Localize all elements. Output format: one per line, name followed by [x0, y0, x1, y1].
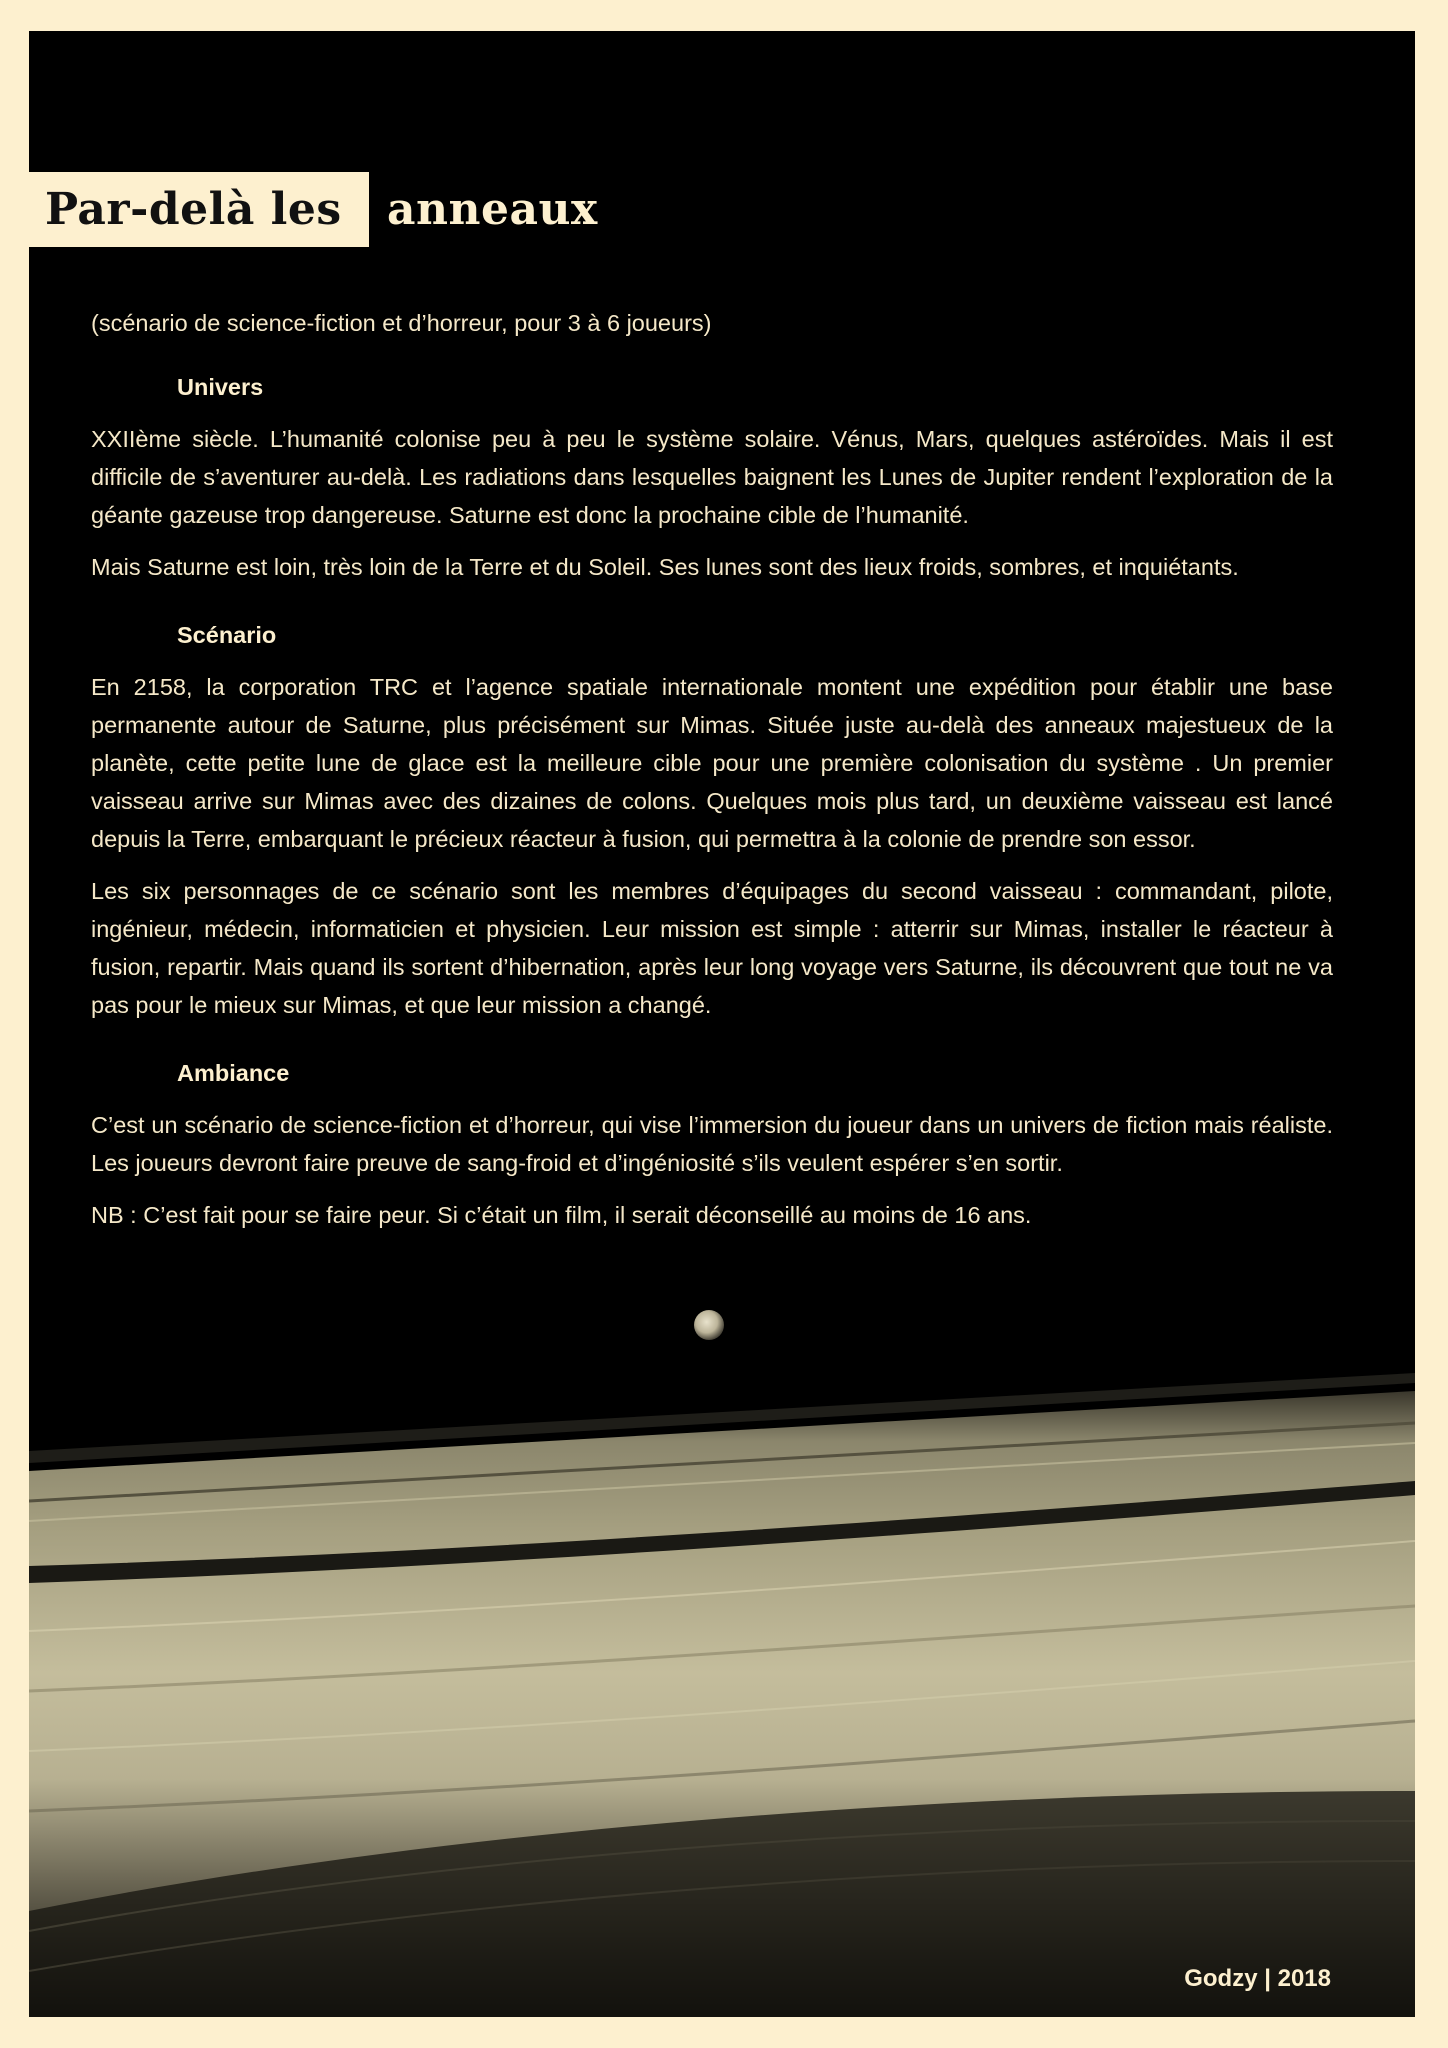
subtitle: (scénario de science-fiction et d’horreur, pour 3 à 6 joueurs): [91, 310, 712, 336]
title-part-1: Par-delà les: [29, 172, 369, 247]
paragraph: Les six personnages de ce scénario sont les membres d’équipages du second vaisseau : commandant, pilote, ingénieur, médecin, informaticien et physicien. Leur mission est simple : atterrir sur Mimas, installer le réacteur à fusion, repartir. Mais quand ils sortent d’hibernation, après leur long voyage vers Saturne, ils découvrent que tout ne va pas pour le mieux sur Mimas, et que leur mission a changé.: [91, 878, 1333, 1018]
main-content: [91, 304, 1333, 1248]
moon-mimas-icon: [694, 1310, 724, 1340]
title-part-2: anneaux: [387, 184, 598, 235]
section-heading-univers: Univers: [177, 374, 264, 400]
paragraph: XXIIème siècle. L’humanité colonise peu à peu le système solaire. Vénus, Mars, quelques astéroïdes. Mais il est difficile de s’aventurer au-delà. Les radiations dans lesquelles baignent les Lunes de Jupiter rendent l’exploration de la géante gazeuse trop dangereuse. Saturne est donc la prochaine cible de l’humanité.: [91, 426, 1333, 528]
paragraph: Mais Saturne est loin, très loin de la Terre et du Soleil. Ses lunes sont des lieux froids, sombres, et inquiétants.: [91, 554, 1239, 580]
paragraph: En 2158, la corporation TRC et l’agence spatiale internationale montent une expédition pour établir une base permanente autour de Saturne, plus précisément sur Mimas. Située juste au-delà des anneaux majestueux de la planète, cette petite lune de glace est la meilleure cible pour une première colonisation du système . Un premier vaisseau arrive sur Mimas avec des dizaines de colons. Quelques mois plus tard, un deuxième vaisseau est lancé depuis la Terre, embarquant le précieux réacteur à fusion, qui permettra à la colonie de prendre son essor.: [91, 674, 1333, 852]
paragraph: C’est un scénario de science-fiction et d’horreur, qui vise l’immersion du joueur dans un univers de fiction mais réaliste. Les joueurs devront faire preuve de sang-froid et d’ingéniosité s’ils veulent espérer s’en sortir.: [91, 1112, 1333, 1176]
page-title: [29, 172, 598, 247]
footer-credit: Godzy | 2018: [1184, 1965, 1331, 1992]
page: [29, 31, 1415, 2017]
section-heading-ambiance: Ambiance: [177, 1060, 290, 1086]
section-heading-scenario: Scénario: [177, 622, 277, 648]
paragraph: NB : C’est fait pour se faire peur. Si c’était un film, il serait déconseillé au moins de 16 ans.: [91, 1202, 1032, 1228]
